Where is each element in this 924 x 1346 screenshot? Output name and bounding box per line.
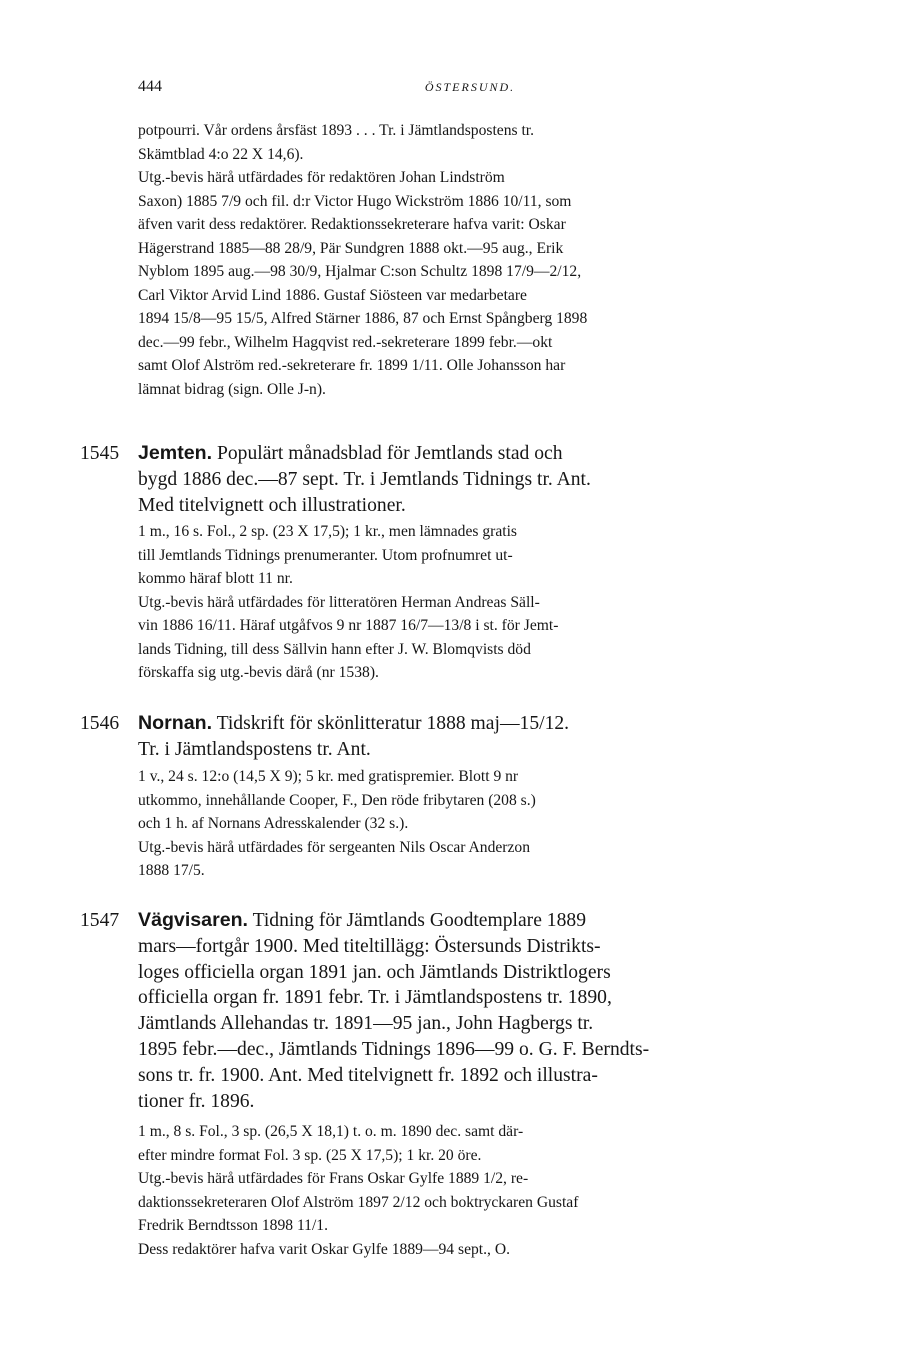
entry-heading [138,441,802,518]
text-line: Nyblom 1895 aug.—98 30/9, Hjalmar C:son Schultz 1898 17/9—2/12, [138,263,582,280]
text-line: 1888 17/5. [138,862,205,879]
text-line: samt Olof Alström red.-sekreterare fr. 1899 1/11. Olle Johansson har [138,357,566,374]
running-head [138,78,802,102]
text-line: äfven varit dess redaktörer. Redaktionssekreterare hafva varit: Oskar [138,216,566,233]
text-line: Utg.-bevis härå utfärdades för Frans Oskar Gylfe 1889 1/2, re- [138,1170,529,1187]
entry-number: 1546 [80,713,120,734]
text-line: potpourri. Vår ordens årsfäst 1893 . . . Tr. i Jämtlandspostens tr. [138,122,535,139]
text-line: Dess redaktörer hafva varit Oskar Gylfe 1889—94 sept., O. [138,1240,510,1258]
entry-title: Vägvisaren. [138,909,249,931]
entry-details [138,520,802,685]
heading-text: Populärt månadsblad för Jemtlands stad och [216,443,563,464]
text-line: Carl Viktor Arvid Lind 1886. Gustaf Siösteen var medarbetare [138,286,527,304]
page-number: 444 [138,78,162,95]
entry-heading [138,711,802,763]
text-line: 1895 febr.—dec., Jämtlands Tidnings 1896—99 o. G. F. Berndts- [138,1038,650,1060]
entry-title: Nornan. [138,712,213,734]
text-line: sons tr. fr. 1900. Ant. Med titelvignett fr. 1892 och illustra- [138,1064,598,1086]
text-line: och 1 h. af Nornans Adresskalender (32 s.). [138,815,409,832]
text-line: kommo häraf blott 11 nr. [138,570,293,587]
text-line: daktionssekreteraren Olof Alström 1897 2/12 och boktryckaren Gustaf [138,1193,579,1211]
text-line [138,908,802,934]
text-line: till Jemtlands Tidnings prenumeranter. Utom profnumret ut- [138,546,513,564]
running-title: ÖSTERSUND. [424,80,516,94]
text-line: Utg.-bevis härå utfärdades för sergeanten Nils Oscar Anderzon [138,838,531,856]
text-line: Fredrik Berndtsson 1898 11/1. [138,1217,329,1234]
text-line: 1 m., 16 s. Fol., 2 sp. (23 X 17,5); 1 kr., men lämnades gratis [138,523,517,540]
text-line: utkommo, innehållande Cooper, F., Den röde fribytaren (208 s.) [138,791,536,809]
text-line: Hägerstrand 1885—88 28/9, Pär Sundgren 1888 okt.—95 aug., Erik [138,239,564,257]
text-line: mars—fortgår 1900. Med titeltillägg: Östersunds Distrikts- [138,935,601,957]
text-line: officiella organ fr. 1891 febr. Tr. i Jämtlandspostens tr. 1890, [138,987,612,1009]
text-line [138,711,802,737]
text-line: förskaffa sig utg.-bevis därå (nr 1538). [138,664,379,681]
text-line: 1 m., 8 s. Fol., 3 sp. (26,5 X 18,1) t. o. m. 1890 dec. samt där- [138,1123,524,1140]
entry-number: 1547 [80,910,120,931]
text-line: lämnat bidrag (sign. Olle J-n). [138,380,326,398]
text-line: lands Tidning, till dess Sällvin hann efter J. W. Blomqvists död [138,640,531,658]
text-line: efter mindre format Fol. 3 sp. (25 X 17,5); 1 kr. 20 öre. [138,1146,482,1164]
text-line: Skämtblad 4:o 22 X 14,6). [138,145,304,163]
text-line: dec.—99 febr., Wilhelm Hagqvist red.-sekreterare 1899 febr.—okt [138,333,553,351]
continuation-text [138,119,802,401]
text-line: Utg.-bevis härå utfärdades för litteratören Herman Andreas Säll- [138,593,540,611]
entry-number: 1545 [80,443,120,464]
text-line: 1 v., 24 s. 12:o (14,5 X 9); 5 kr. med gratispremier. Blott 9 nr [138,768,519,785]
entry-details [138,765,802,883]
text-line: bygd 1886 dec.—87 sept. Tr. i Jemtlands Tidnings tr. Ant. [138,468,591,490]
text-line: Tr. i Jämtlandspostens tr. Ant. [138,738,371,760]
text-line: vin 1886 16/11. Häraf utgåfvos 9 nr 1887 16/7—13/8 i st. för Jemt- [138,617,559,634]
text-line: 1894 15/8—95 15/5, Alfred Stärner 1886, 87 och Ernst Spångberg 1898 [138,310,588,327]
entry-title: Jemten. [138,442,213,464]
text-line: Utg.-bevis härå utfärdades för redaktören Johan Lindström [138,169,505,186]
text-line: Med titelvignett och illustrationer. [138,494,406,516]
text-line: tioner fr. 1896. [138,1090,255,1112]
heading-text: Tidskrift för skönlitteratur 1888 maj—15/12. [216,713,570,734]
heading-text: Tidning för Jämtlands Goodtemplare 1889 [252,910,586,931]
text-line: Jämtlands Allehandas tr. 1891—95 jan., John Hagbergs tr. [138,1013,594,1035]
text-line: Saxon) 1885 7/9 och fil. d:r Victor Hugo Wickström 1886 10/11, som [138,192,572,210]
entry-heading [138,908,802,1114]
entry-details [138,1120,802,1261]
text-line: loges officiella organ 1891 jan. och Jämtlands Distriktlogers [138,961,611,983]
text-line [138,441,802,467]
